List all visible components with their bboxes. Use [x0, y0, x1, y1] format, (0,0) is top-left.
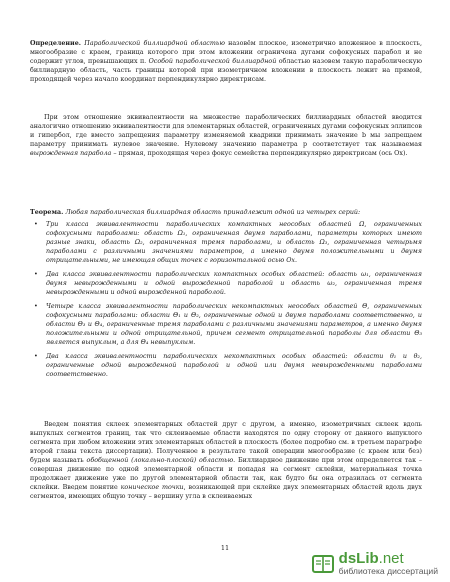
- theorem-item: • Три класса эквивалентности параболических компактных неособых областей Ω, ограниченных софокусными параболами: область Ω₁, ограниченная двумя параболами, параметры которых имеют разные знаки, область Ω₂, ограниченная тремя параболами, и область Ω₃, ограниченная четырьмя параболами с различными значениями параметров, а именно двумя положительными и двумя отрицательными, не имеющая общих точек с горизонтальной осью Ox.: [30, 220, 422, 265]
- watermark-text: [339, 551, 438, 576]
- theorem-block: [30, 208, 422, 384]
- watermark-brand: [339, 551, 438, 567]
- watermark-brand-name: dsLib: [338, 550, 379, 568]
- definition-text-2: областью назовем такую параболическую биллиардную область, часть границы которой при изометричном вложении в плоскость лежит на прямой, проходящей через начало координат перпендикулярно директрисам.: [30, 58, 422, 83]
- watermark-tld: .net: [378, 550, 404, 568]
- conic-point-term: коническое точки: [120, 484, 184, 491]
- definition-text-1: назовём плоское, изометрично вложенное в плоскость, многообразие с краем, граница которого при этом вложении ограничена дугами софокусных парабол и не содержит углов, превышающих π.: [30, 40, 422, 65]
- definition-paragraph: [30, 39, 422, 84]
- equivalence-paragraph: [30, 113, 422, 158]
- gluing-text-1: Введем понятия склеек элементарных областей друг с другом, а именно, изометричных склеек вдоль выпуклых сегментов границ, так что склеиваемые области находятся по одну сторону от данного выпуклого сегмента при любом вложении этих элементарных областей в плоскость (более подробно см. в третьем параграфе второй главы текста диссертации). Полученное в результате такой операции многообразие (с краем или без) будем называть: [30, 421, 422, 464]
- dslib-watermark[interactable]: [312, 551, 438, 576]
- gluing-paragraph: [30, 420, 422, 501]
- theorem-item: • Два класса эквивалентности параболических некомпактных особых областей: области θ₁ и θ₂, ограниченные одной вырожденной параболой и одной или двумя невырожденными параболами соответственно.: [30, 352, 422, 379]
- watermark-tagline: библиотека диссертаций: [338, 565, 438, 576]
- theorem-label: Теорема.: [30, 209, 64, 216]
- equivalence-text-1: При этом отношение эквивалентности на множестве параболических биллиардных областей вводится аналогично отношению эквивалентности для элементарных областей, ограниченных дугами софокусных эллипсов и гипербол, где вместо запрещения параметру изменяемой квадрики принимать значение b мы запрещаем параметру принимать нулевое значение. Нулевому значению параметра p соответствует так называемая: [30, 114, 422, 148]
- degenerate-parabola-term: вырожденная парабола: [30, 150, 112, 157]
- theorem-item: • Два класса эквивалентности параболических компактных особых областей: область ω₁, ограниченная двумя невырожденными и одной вырожденной параболой и область ω₂, ограниченная тремя невырожденными и одной вырожденной параболой.: [30, 270, 422, 297]
- definition-term: Параболической биллиардной областью: [84, 40, 225, 47]
- definition-label: Определение.: [30, 40, 82, 47]
- dslib-logo-icon: [312, 553, 334, 575]
- definition-term-2: Особой параболической биллиардной: [148, 58, 277, 65]
- theorem-list: [30, 220, 422, 379]
- equivalence-text-2: – прямая, проходящая через фокус семейства перпендикулярно директрисам (ось Ox).: [111, 150, 408, 157]
- generalized-area-term: обобщенной (локально-плоской) областью: [86, 457, 234, 464]
- theorem-statement: Любая параболическая биллиардная область принадлежит одной из четырех серий:: [63, 209, 361, 216]
- gluing-text-3: , возникающей при склейке двух элементарных областей вдоль двух сегментов, имеющих общую точку – вершину угла в склеиваемых: [30, 484, 422, 500]
- theorem-item: • Четыре класса эквивалентности параболических некомпактных неособых областей Θ, ограниченных софокусными параболами: области Θ₁ и Θ₂, ограниченные одной и двумя параболами соответственно, и области Θ₃ и Θ₄, ограниченные тремя параболами с различными значениями параметров, а именно двумя положительными и одной отрицательной, причем сегмент отрицательной параболы для области Θ₃ является выпуклым, а для Θ₄ невыпуклым.: [30, 302, 422, 347]
- gluing-text-2: . Биллиардное движение при этом определяется так – совершая движение по одной элементарной области и попадая на сегмент склейки, материальная точка продолжает движение уже по другой элементарной области так, как будто бы она отразилась от сегмента склейки. Введем понятие: [30, 457, 422, 491]
- page-number: 11: [220, 544, 230, 552]
